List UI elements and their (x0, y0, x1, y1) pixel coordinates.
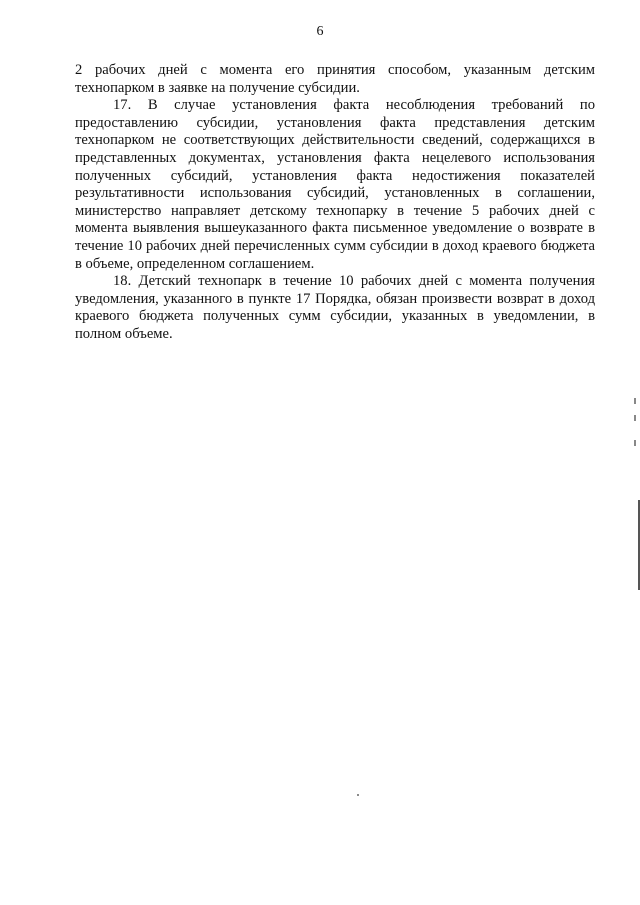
document-body (75, 62, 595, 344)
scan-edge-tick (634, 415, 636, 421)
scan-speck (357, 794, 359, 796)
page-number: 6 (316, 24, 324, 39)
paragraph-18: 18. Детский технопарк в течение 10 рабочих дней с момента получения уведомления, указанного в пункте 17 Порядка, обязан произвести возврат в доход краевого бюджета полученных сумм субсидии, указанных в уведомлении, в полном объеме. (75, 273, 595, 342)
paragraph-17: 17. В случае установления факта несоблюдения требований по предоставлению субсидии, установления факта представления детским технопарком не соответствующих действительности сведений, содержащихся в представленных документах, установления факта нецелевого использования полученных субсидий, установления факта недостижения показателей результативности использования субсидий, установленных в соглашении, министерство направляет детскому технопарку в течение 5 рабочих дней с момента выявления вышеуказанного факта письменное уведомление о возврате в течение 10 рабочих дней перечисленных сумм субсидии в доход краевого бюджета в объеме, определенном соглашением. (75, 97, 595, 272)
paragraph-continuation: 2 рабочих дней с момента его принятия способом, указанным детским технопарком в заявке на получение субсидии. (75, 62, 595, 96)
scan-edge-tick (634, 440, 636, 446)
scan-edge-tick (634, 398, 636, 404)
